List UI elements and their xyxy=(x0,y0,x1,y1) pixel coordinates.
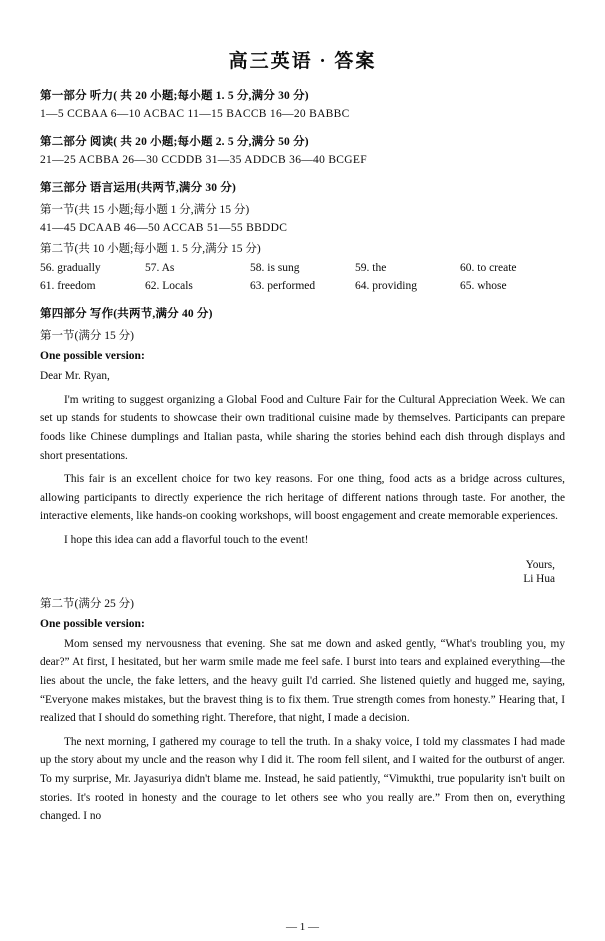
part3-section1-answers: 41—45 DCAAB 46—50 ACCAB 51—55 BBDDC xyxy=(40,222,288,234)
answer-61-word: freedom xyxy=(57,280,96,292)
letter-signature: Li Hua xyxy=(523,572,555,585)
answer-63-num: 63. xyxy=(250,280,265,292)
answer-60 xyxy=(460,262,565,274)
answer-56-word: gradually xyxy=(57,262,101,274)
answer-61 xyxy=(40,280,145,292)
part4-section2-heading: 第二节(满分 25 分) xyxy=(40,597,134,610)
answer-57-word: As xyxy=(161,262,175,274)
part4-section1-heading: 第一节(满分 15 分) xyxy=(40,330,134,342)
part4-heading: 第四部分 写作(共两节,满分 40 分) xyxy=(40,308,213,320)
answer-58-num: 58. xyxy=(250,262,265,274)
answer-63 xyxy=(250,280,355,292)
answer-65 xyxy=(460,280,565,292)
answer-58-word: is sung xyxy=(267,262,300,274)
part2-heading: 第二部分 阅读( 共 20 小题;每小题 2. 5 分,满分 50 分) xyxy=(40,136,309,148)
letter-paragraph-1: I'm writing to suggest organizing a Global Food and Culture Fair for the Cultural Appreciation Week. We can set up stands for students to showcase their own traditional cuisine made by themselves. Participants can prepare foods like Chinese dumplings and Italian pasta, while sharing the stories behind each dish through displays and short presentations. xyxy=(40,393,565,462)
answer-63-word: performed xyxy=(267,280,316,292)
answer-64-num: 64. xyxy=(355,280,370,292)
answer-60-word: to create xyxy=(477,262,517,274)
answer-65-num: 65. xyxy=(460,280,475,292)
answer-62-word: Locals xyxy=(162,280,193,292)
letter-closing: Yours, xyxy=(525,558,555,571)
answer-57-num: 57. xyxy=(145,262,160,274)
answer-62 xyxy=(145,280,250,292)
part1-answers: 1—5 CCBAA 6—10 ACBAC 11—15 BACCB 16—20 BABBC xyxy=(40,108,350,120)
answer-60-num: 60. xyxy=(460,262,475,274)
answer-57 xyxy=(145,262,250,274)
possible-version-label-1: One possible version: xyxy=(40,350,145,362)
answer-61-num: 61. xyxy=(40,280,55,292)
part2-answers: 21—25 ACBBA 26—30 CCDDB 31—35 ADDCB 36—40 BCGEF xyxy=(40,154,367,166)
answer-56-num: 56. xyxy=(40,262,55,274)
answer-sheet-page xyxy=(0,46,605,941)
part1-heading: 第一部分 听力( 共 20 小题;每小题 1. 5 分,满分 30 分) xyxy=(40,90,309,102)
part3-section1-heading: 第一节(共 15 小题;每小题 1 分,满分 15 分) xyxy=(40,204,250,216)
answer-65-word: whose xyxy=(477,280,507,292)
answer-59-word: the xyxy=(372,262,387,274)
answer-64 xyxy=(355,280,460,292)
answer-64-word: providing xyxy=(372,280,417,292)
letter-paragraph-2: This fair is an excellent choice for two key reasons. For one thing, food acts as a bridge across cultures, allowing participants to directly experience the rich heritage of different nations through taste. For another, the interactive elements, like hands-on cooking workshops, will boost engagement and create memorable experiences. xyxy=(40,473,565,523)
letter-paragraph-3: I hope this idea can add a flavorful touch to the event! xyxy=(64,534,309,546)
page-title: 高三英语 · 答案 xyxy=(228,51,377,72)
fill-in-answers-row-1 xyxy=(40,262,565,274)
story-paragraph-2: The next morning, I gathered my courage to tell the truth. In a shaky voice, I told my classmates I had made up the story about my uncle and the reason why I did it. The room fell silent, and I waited for the outburst of anger. To my surprise, Mr. Jayasuriya didn't blame me. Instead, he said patiently, “Vimukthi, true popularity isn't built on stories. It's rooted in honesty and the courage to let others see who you really are.” From then on, everything changed. I no xyxy=(40,735,565,823)
letter-salutation: Dear Mr. Ryan, xyxy=(40,370,110,382)
answer-59-num: 59. xyxy=(355,262,370,274)
page-number: — 1 — xyxy=(286,921,319,933)
answer-62-num: 62. xyxy=(145,280,160,292)
fill-in-answers-row-2 xyxy=(40,280,565,292)
possible-version-label-2: One possible version: xyxy=(40,617,145,630)
answer-59 xyxy=(355,262,460,274)
part3-heading: 第三部分 语言运用(共两节,满分 30 分) xyxy=(40,182,237,194)
answer-58 xyxy=(250,262,355,274)
answer-56 xyxy=(40,262,145,274)
part3-section2-heading: 第二节(共 10 小题;每小题 1. 5 分,满分 15 分) xyxy=(40,243,261,255)
story-paragraph-1: Mom sensed my nervousness that evening. She sat me down and asked gently, “What's troubling you, my dear?” At first, I hesitated, but her warm smile made me feel safe. I burst into tears and explained everything—the lies about the uncle, the fake letters, and the heavy guilt I'd carried. She listened quietly and hugged me, saying, “Everyone makes mistakes, but the bravest thing is to fix them. True strength comes from honesty.” Hearing that, I realized that I should do something right. Therefore, that night, I made a decision. xyxy=(40,637,565,725)
